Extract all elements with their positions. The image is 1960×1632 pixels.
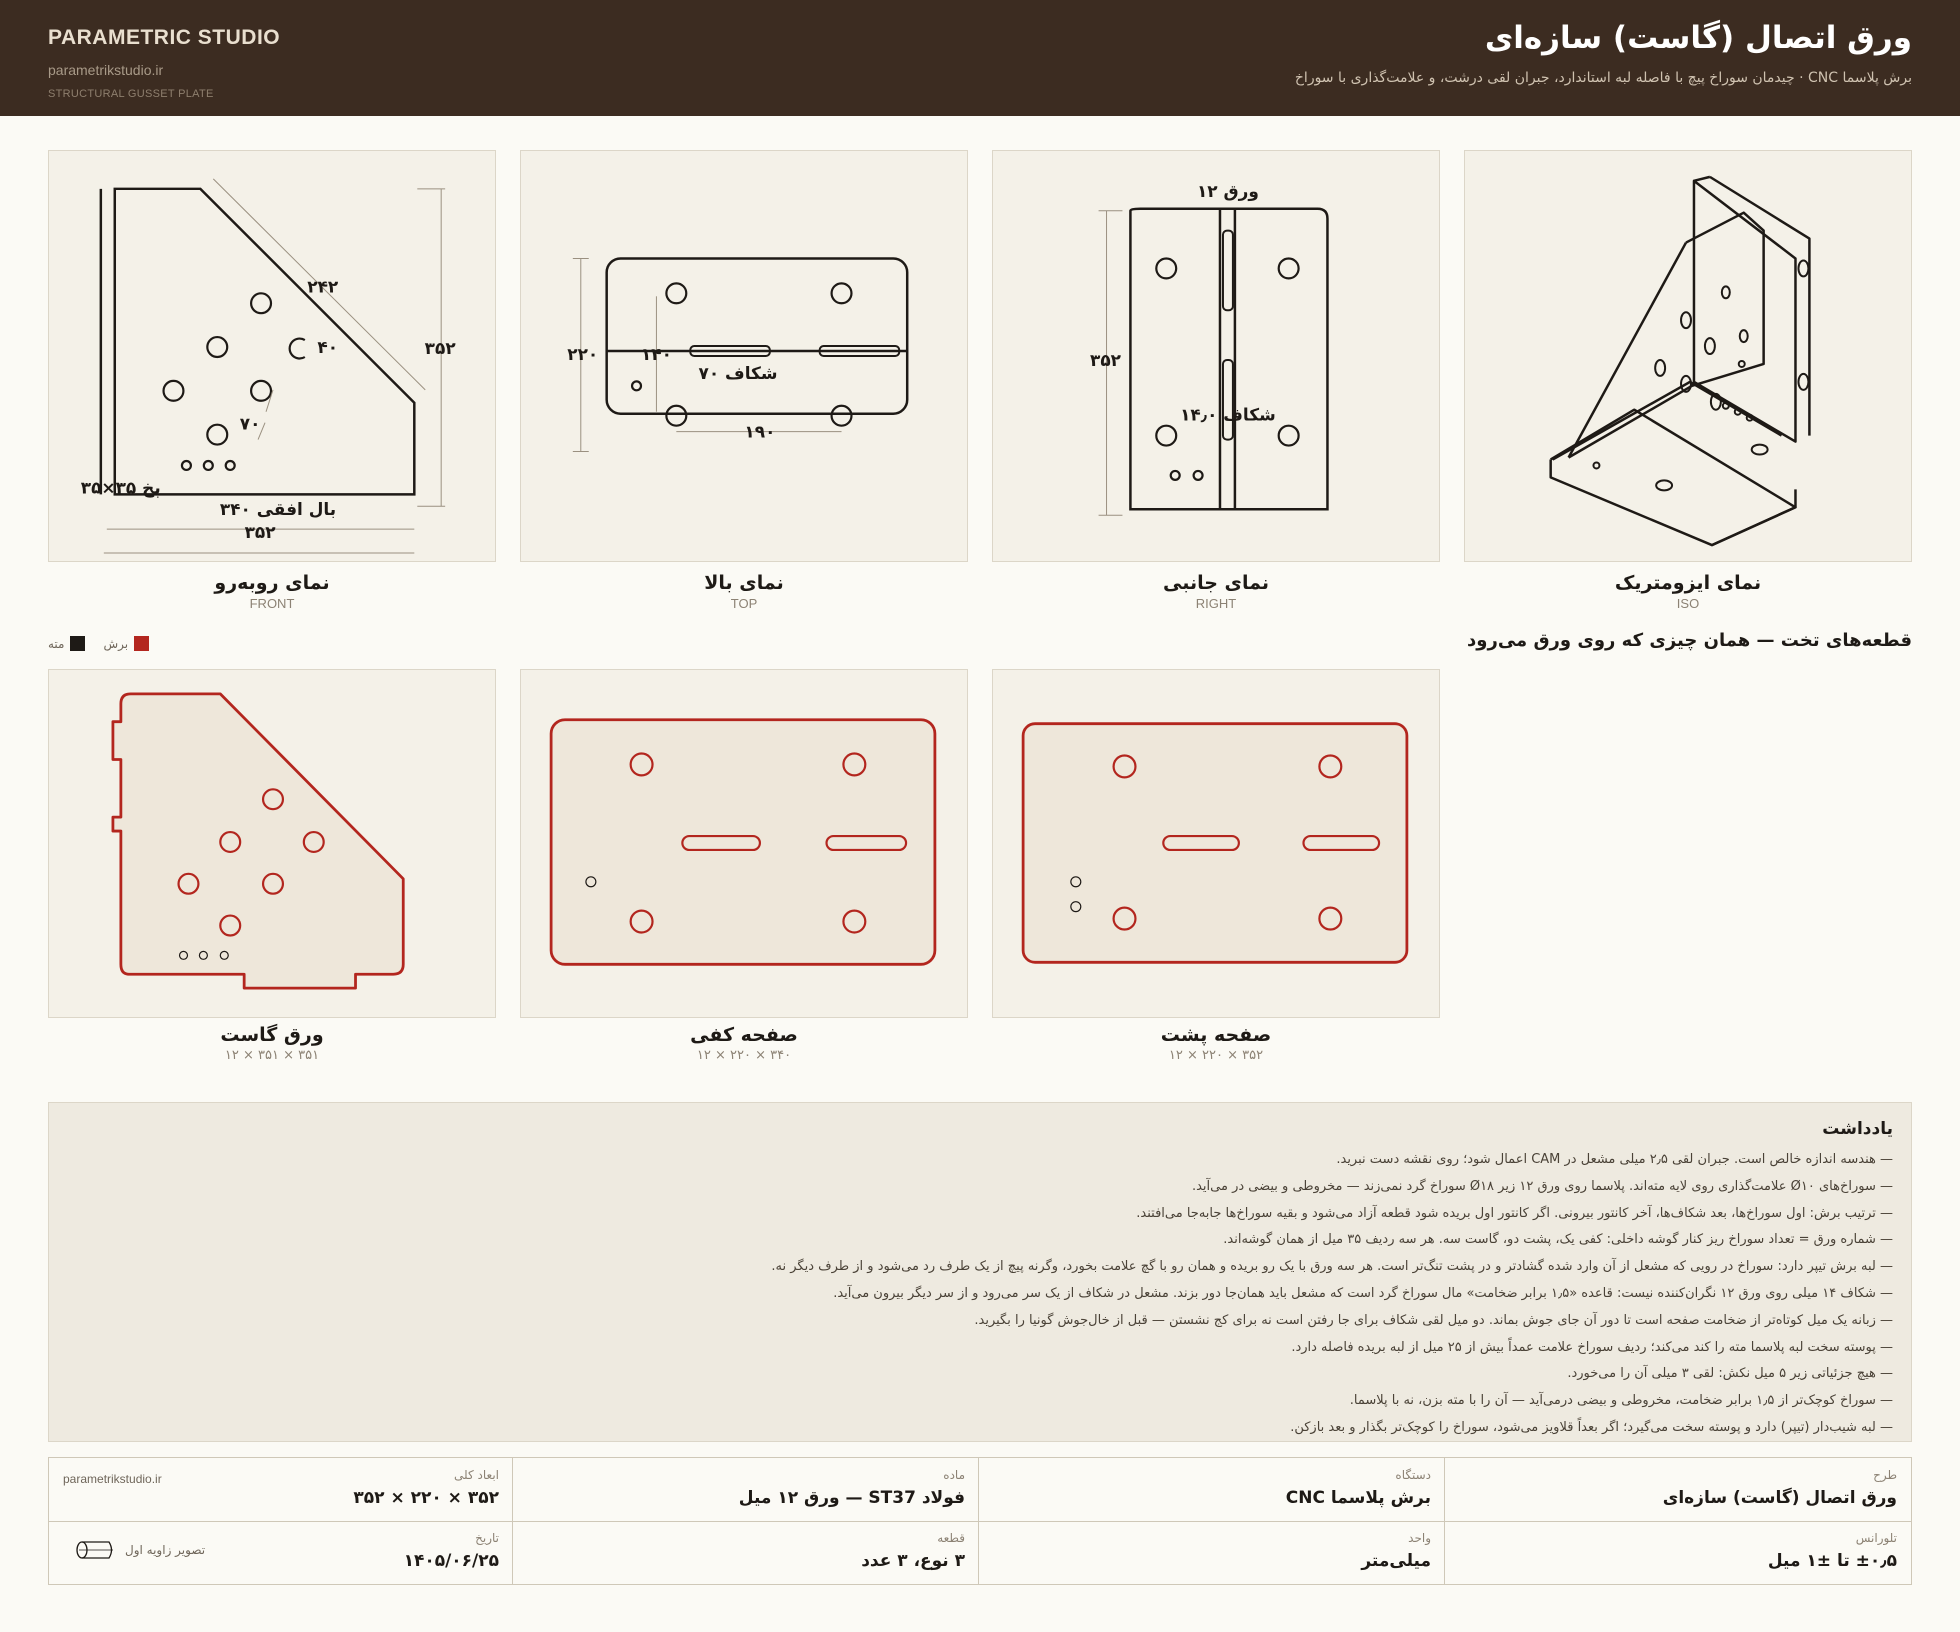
front-dim-height: ۳۵۲ [424,338,456,359]
cell-label: تلورانس [1855,1531,1897,1545]
iso-view-drawing [1465,151,1911,561]
base-plate-flat-panel [520,669,968,1018]
notes-title: یادداشت [1822,1119,1893,1139]
legend-drill-label: مته [48,636,65,651]
top-dim-spacing: ۱۹۰ [744,421,776,442]
note-line: — هندسه اندازه خالص است. جبران لقی ۲٫۵ میلی مشعل در CAM اعمال شود؛ روی نقشه دست نبرید. [1336,1152,1893,1167]
front-view-panel [48,150,496,562]
brand-name: PARAMETRIC STUDIO [48,26,281,49]
right-dim-slot: شکاف ۱۴٫۰ [1180,404,1276,425]
back-plate-flat-panel [992,669,1440,1018]
cell-project [1445,1458,1911,1521]
note-line: — پوسته سخت لبه پلاسما مته را کند می‌کند؛ ردیف سوراخ علامت عمداً بیش از ۲۵ میل از لبه بریده فاصله دارد. [1291,1339,1893,1355]
cell-value: میلی‌متر [1361,1551,1431,1571]
cell-value: ±۰٫۵ تا ±۱ میل [1767,1551,1897,1571]
cell-label: تاریخ [475,1531,499,1545]
top-dim-slot: شکاف ۷۰ [698,362,778,383]
cell-value: ورق اتصال (گاست) سازه‌ای [1662,1488,1897,1508]
projection-symbol [73,1540,205,1560]
front-dim-leg: بال افقی ۳۴۰ [219,499,337,520]
front-dim-spacing: ۷۰ [239,413,261,434]
cell-material [513,1458,979,1521]
cell-value: فولاد ST37 — ورق ۱۲ میل [738,1488,965,1508]
front-view-drawing [49,151,495,561]
top-view-drawing [521,151,967,561]
note-line: — سوراخ کوچک‌تر از ۱٫۵ برابر ضخامت، مخروطی و بیضی درمی‌آید — آن را با مته بزن، نه با پلاسما. [1349,1393,1893,1409]
gusset-title: ورق گاست [220,1024,324,1046]
title-block [48,1457,1912,1585]
front-dim-offset: ۴۰ [317,337,339,358]
gusset-flat-drawing [49,670,495,1017]
cell-overall-dims [47,1458,513,1521]
title-block-site[interactable]: parametrikstudio.ir [63,1472,162,1486]
cell-value: ۳ نوع، ۳ عدد [861,1551,965,1571]
cell-unit [979,1521,1445,1584]
note-line: — لبه برش تیپر دارد: سوراخ در رویی که مشعل از آن وارد شده گشادتر و در پشت تنگ‌تر است. هر سه ورق با یک رو بریده و همان رو با گچ علامت بخورد، وگرنه پیچ از یک طرف رد می‌شود و از طرف دیگر نه. [771,1259,1893,1275]
iso-view-caption [1464,572,1912,611]
legend-cut-label: برش [103,636,129,651]
notes-box [48,1102,1912,1442]
note-line: — شماره ورق = تعداد سوراخ ریز کنار گوشه داخلی: کفی یک، پشت دو، گاست سه. هر سه ردیف ۳۵ میل از همان گوشه‌اند. [1223,1232,1893,1248]
brand-subtitle: STRUCTURAL GUSSET PLATE [48,88,214,100]
top-view-title: نمای بالا [704,572,784,594]
brand-site[interactable]: parametrikstudio.ir [48,62,164,78]
cell-label: ابعاد کلی [454,1468,499,1482]
legend-cut [103,636,149,651]
note-line: — لبه شیب‌دار (تیپر) دارد و پوسته سخت می‌گیرد؛ اگر بعداً قلاویز می‌شود، سوراخ را کوچک‌تر بگذار و بعد بازکن. [1290,1419,1893,1435]
note-line: — هیچ جزئیاتی زیر ۵ میل نکش: لقی ۳ میلی آن را می‌خورد. [1567,1366,1893,1382]
right-view-drawing [993,151,1439,561]
front-dim-hyp: ۲۴۲ [307,276,339,297]
cell-label: قطعه [937,1531,965,1545]
base-plate-dims: ۳۴۰ × ۲۲۰ × ۱۲ [696,1048,792,1063]
right-view-panel [992,150,1440,562]
cut-swatch [134,636,149,651]
cell-parts [513,1521,979,1584]
back-plate-flat-drawing [993,670,1439,1017]
back-plate-caption [992,1024,1440,1063]
cell-label: طرح [1873,1468,1897,1482]
drill-swatch [70,636,85,651]
cell-value: ۳۵۲ × ۲۲۰ × ۳۵۲ [353,1488,499,1508]
header-bar [0,0,1960,116]
iso-view-label: ISO [1676,596,1700,611]
front-view-title: نمای روبه‌رو [214,572,330,594]
iso-view-panel [1464,150,1912,562]
back-plate-dims: ۳۵۲ × ۲۲۰ × ۱۲ [1168,1048,1264,1063]
front-view-label: FRONT [249,596,295,611]
legend-drill [48,636,85,651]
right-dim-plate: ورق ۱۲ [1196,180,1259,201]
page-subtitle: برش پلاسما CNC · چیدمان سوراخ پیچ با فاصله لبه استاندارد، جبران لقی درشت، و علامت‌گذاری با سوراخ [1294,70,1912,86]
front-dim-chamfer: پخ ۳۵×۳۵ [80,477,161,498]
cell-value: برش پلاسما CNC [1285,1488,1431,1508]
top-view-caption [520,572,968,611]
gusset-flat-panel [48,669,496,1018]
base-plate-caption [520,1024,968,1063]
page-title: ورق اتصال (گاست) سازه‌ای [1484,20,1912,56]
front-view-caption [48,572,496,611]
flat-parts-heading: قطعه‌های تخت — همان چیزی که روی ورق می‌رود [1467,630,1912,651]
note-line: — زبانه یک میل کوتاه‌تر از ضخامت صفحه است تا دور آن جای جوش بماند. دو میل لقی شکاف برای جا رفتن است نه برای کج نشستن — قبل از خال‌جوش گونیا را بگیرید. [974,1312,1893,1328]
right-view-label: RIGHT [1195,596,1237,611]
note-line: — سوراخ‌های Ø۱۰ علامت‌گذاری روی لایه مته‌اند. پلاسما روی ورق ۱۲ زیر Ø۱۸ سوراخ گرد نمی‌زند — مخروطی و بیضی در می‌آید. [1191,1178,1893,1194]
cell-label: واحد [1408,1531,1431,1545]
projection-label: تصویر زاویه اول [125,1543,206,1557]
cell-label: ماده [943,1468,965,1482]
top-view-label: TOP [730,596,758,611]
right-dim-height: ۳۵۲ [1090,349,1122,370]
iso-view-title: نمای ایزومتریک [1614,572,1762,594]
gusset-caption [48,1024,496,1063]
layer-legend [48,636,149,651]
right-view-caption [992,572,1440,611]
top-view-panel [520,150,968,562]
cell-machine [979,1458,1445,1521]
back-plate-title: صفحه پشت [1160,1024,1272,1046]
top-dim-depth: ۲۲۰ [567,343,599,364]
cell-label: دستگاه [1395,1468,1431,1482]
gusset-dims: ۳۵۱ × ۳۵۱ × ۱۲ [224,1048,320,1063]
right-view-title: نمای جانبی [1163,572,1269,594]
cell-tolerance [1445,1521,1911,1584]
base-plate-title: صفحه کفی [690,1024,798,1046]
top-dim-inner: ۱۴۰ [640,343,672,364]
cell-value: ۱۴۰۵/۰۶/۲۵ [403,1551,499,1571]
front-dim-width: ۳۵۲ [244,522,276,543]
note-line: — شکاف ۱۴ میلی روی ورق ۱۲ نگران‌کننده نیست: قاعده «۱٫۵ برابر ضخامت» مال سوراخ گرد است که مشعل باید همان‌جا دور بزند. مشعل در شکاف از یک سر می‌رود و از سر دیگر بیرون می‌آید. [833,1285,1893,1301]
base-plate-flat-drawing [521,670,967,1017]
first-angle-projection-icon [73,1540,117,1560]
note-line: — ترتیب برش: اول سوراخ‌ها، بعد شکاف‌ها، آخر کانتور بیرونی. اگر کانتور اول بریده شود قطعه آزاد می‌شود و بقیه سوراخ‌ها جابه‌جا می‌افتند. [1136,1205,1893,1221]
